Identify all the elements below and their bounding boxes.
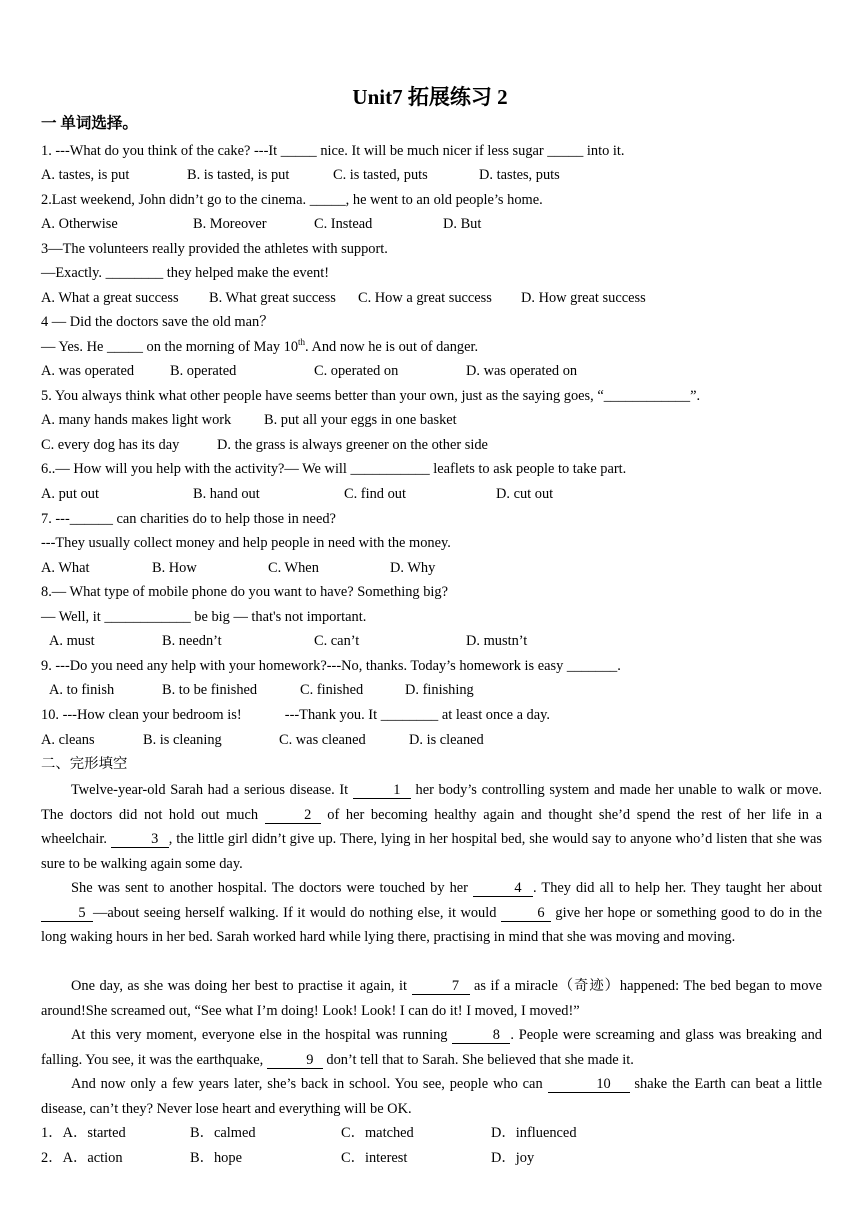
q8-option-a: A. must	[49, 633, 95, 649]
q5-option-a: A. many hands makes light work	[41, 412, 232, 428]
q4-stem-pre: — Yes. He _____ on the morning of May 10	[41, 339, 299, 355]
q3-option-b: B. What great success	[209, 290, 336, 306]
q6-option-a: A. put out	[41, 486, 99, 502]
p3-text-b: as if a miracle（奇迹）happened: The bed began to move around!She screamed out, “See what I’m doing! Look! Look! I can do it! I moved, I moved!”	[41, 978, 822, 1019]
c2-option-a: 2．A．action	[41, 1150, 123, 1166]
question-5: 5. You always think what other people have seems better than your own, just as the saying goes, “____________”.	[41, 388, 701, 404]
c2-option-c: C．interest	[341, 1150, 408, 1166]
q9-option-a: A. to finish	[49, 682, 115, 698]
p4-text-b: . People were screaming and glass was breaking and falling. You see, it was the earthquake,	[41, 1027, 822, 1068]
cloze-paragraph-2	[41, 876, 822, 950]
p2-text-a: She was sent to another hospital. The doctors were touched by her	[71, 880, 474, 896]
q10-option-d: D. is cleaned	[409, 732, 484, 748]
c1-option-b: B．calmed	[190, 1125, 256, 1141]
q4-stem-sup: th	[298, 337, 306, 348]
p5-text-b: shake the Earth can beat a little disease, can’t they? Never lose heart and everything will be OK.	[41, 1076, 822, 1117]
q7-option-b: B. How	[152, 560, 197, 576]
question-6: 6..— How will you help with the activity?— We will ___________ leaflets to ask people to take part.	[41, 461, 627, 477]
blank-2: 2	[265, 808, 321, 824]
q1-option-c: C. is tasted, puts	[333, 167, 428, 183]
question-8-prompt: 8.— What type of mobile phone do you want to have? Something big?	[41, 584, 448, 600]
blank-6: 6	[501, 906, 551, 922]
blank-10: 10	[548, 1077, 630, 1093]
blank-4: 4	[473, 881, 533, 897]
p4-text-a: At this very moment, everyone else in the hospital was running	[71, 1027, 453, 1043]
blank-1: 1	[353, 783, 411, 799]
question-2: 2.Last weekend, John didn’t go to the cinema. _____, he went to an old people’s home.	[41, 192, 543, 208]
cloze-paragraph-3	[41, 974, 822, 1023]
question-10: 10. ---How clean your bedroom is! ---Thank you. It ________ at least once a day.	[41, 707, 550, 723]
q7-option-a: A. What	[41, 560, 90, 576]
p1-text-a: Twelve-year-old Sarah had a serious disease. It	[71, 782, 353, 798]
p3-text-a: One day, as she was doing her best to practise it again, it	[71, 978, 412, 994]
q6-option-d: D. cut out	[496, 486, 554, 502]
q8-option-c: C. can’t	[314, 633, 360, 649]
question-4-prompt: 4 — Did the doctors save the old man？	[41, 314, 274, 330]
q6-option-b: B. hand out	[193, 486, 260, 502]
q6-option-c: C. find out	[344, 486, 406, 502]
p2-text-d: give her hope or something good to do in the long waking hours in her bed. Sarah worked hard while lying there, practising in mind that she was moving and moving.	[41, 904, 823, 946]
q10-option-c: C. was cleaned	[279, 732, 366, 748]
q5-option-b: B. put all your eggs in one basket	[264, 412, 457, 428]
cloze-paragraph-1	[41, 778, 822, 876]
q4-option-d: D. was operated on	[466, 363, 578, 379]
cloze-paragraph-5	[41, 1072, 822, 1121]
c1-option-d: D．influenced	[491, 1125, 577, 1141]
blank-3: 3	[111, 832, 169, 848]
q5-option-d: D. the grass is always greener on the other side	[217, 437, 488, 453]
question-3-prompt: 3—The volunteers really provided the athletes with support.	[41, 241, 388, 257]
p5-text-a: And now only a few years later, she’s back in school. You see, people who can	[71, 1076, 548, 1092]
blank-9: 9	[267, 1053, 323, 1069]
q7-option-d: D. Why	[390, 560, 436, 576]
c2-option-b: B．hope	[190, 1150, 242, 1166]
p1-text-d: of her becoming healthy again and thought she’d spend the rest of her life in a wheelchair.	[41, 806, 822, 848]
section1-heading: 一 单词选择。	[41, 115, 138, 132]
q4-option-b: B. operated	[170, 363, 237, 379]
question-7-answer: ---They usually collect money and help people in need with the money.	[41, 535, 451, 551]
q4-option-a: A. was operated	[41, 363, 135, 379]
page-title: Unit7 拓展练习 2	[352, 85, 508, 109]
q7-option-c: C. When	[268, 560, 319, 576]
p2-text-c: —about seeing herself walking. If it would do nothing else, it would	[93, 904, 501, 921]
blank-5: 5	[41, 906, 93, 922]
question-9: 9. ---Do you need any help with your homework?---No, thanks. Today’s homework is easy _______.	[41, 658, 621, 674]
c1-option-a: 1．A．started	[41, 1125, 126, 1141]
p4-text-c: don’t tell that to Sarah. She believed that she made it.	[322, 1051, 634, 1068]
q9-option-d: D. finishing	[405, 682, 474, 698]
q10-option-a: A. cleans	[41, 732, 95, 748]
question-8-stem: — Well, it ____________ be big — that's not important.	[41, 609, 367, 625]
q1-option-b: B. is tasted, is put	[187, 167, 290, 183]
question-7-prompt: 7. ---______ can charities do to help those in need?	[41, 511, 336, 527]
q8-option-d: D. mustn’t	[466, 633, 528, 649]
p1-text-e: , the little girl didn’t give up. There, lying in her hospital bed, she would say to anyone who’d listen that she was sure to be walking again some day.	[41, 831, 822, 872]
q2-option-a: A. Otherwise	[41, 216, 118, 232]
question-4-stem	[41, 337, 478, 357]
q10-option-b: B. is cleaning	[143, 732, 222, 748]
c2-option-d: D．joy	[491, 1150, 535, 1166]
blank-7: 7	[412, 979, 470, 995]
q2-option-b: B. Moreover	[193, 216, 267, 232]
q8-option-b: B. needn’t	[162, 633, 222, 649]
q3-option-a: A. What a great success	[41, 290, 179, 306]
q5-option-c: C. every dog has its day	[41, 437, 180, 453]
cloze-paragraph-4	[41, 1023, 822, 1072]
p1-text-c: her body’s controlling system and made her unable to walk or move. The doctors did not hold out much	[41, 782, 823, 823]
q4-option-c: C. operated on	[314, 363, 399, 379]
question-1: 1. ---What do you think of the cake? ---It _____ nice. It will be much nicer if less sugar _____ into it.	[41, 143, 625, 159]
question-3-stem: —Exactly. ________ they helped make the event!	[41, 265, 329, 281]
q3-option-d: D. How great success	[521, 290, 646, 306]
q4-stem-post: . And now he is out of danger.	[305, 339, 479, 355]
q3-option-c: C. How a great success	[358, 290, 492, 306]
q9-option-b: B. to be finished	[162, 682, 258, 698]
c1-option-c: C．matched	[341, 1125, 414, 1141]
q2-option-d: D. But	[443, 216, 482, 232]
q1-option-a: A. tastes, is put	[41, 167, 130, 183]
q2-option-c: C. Instead	[314, 216, 373, 232]
p2-text-b: . They did all to help her. They taught her about	[533, 880, 822, 896]
section2-heading: 二、完形填空	[41, 756, 128, 772]
q9-option-c: C. finished	[300, 682, 364, 698]
q1-option-d: D. tastes, puts	[479, 167, 560, 183]
blank-8: 8	[452, 1028, 510, 1044]
